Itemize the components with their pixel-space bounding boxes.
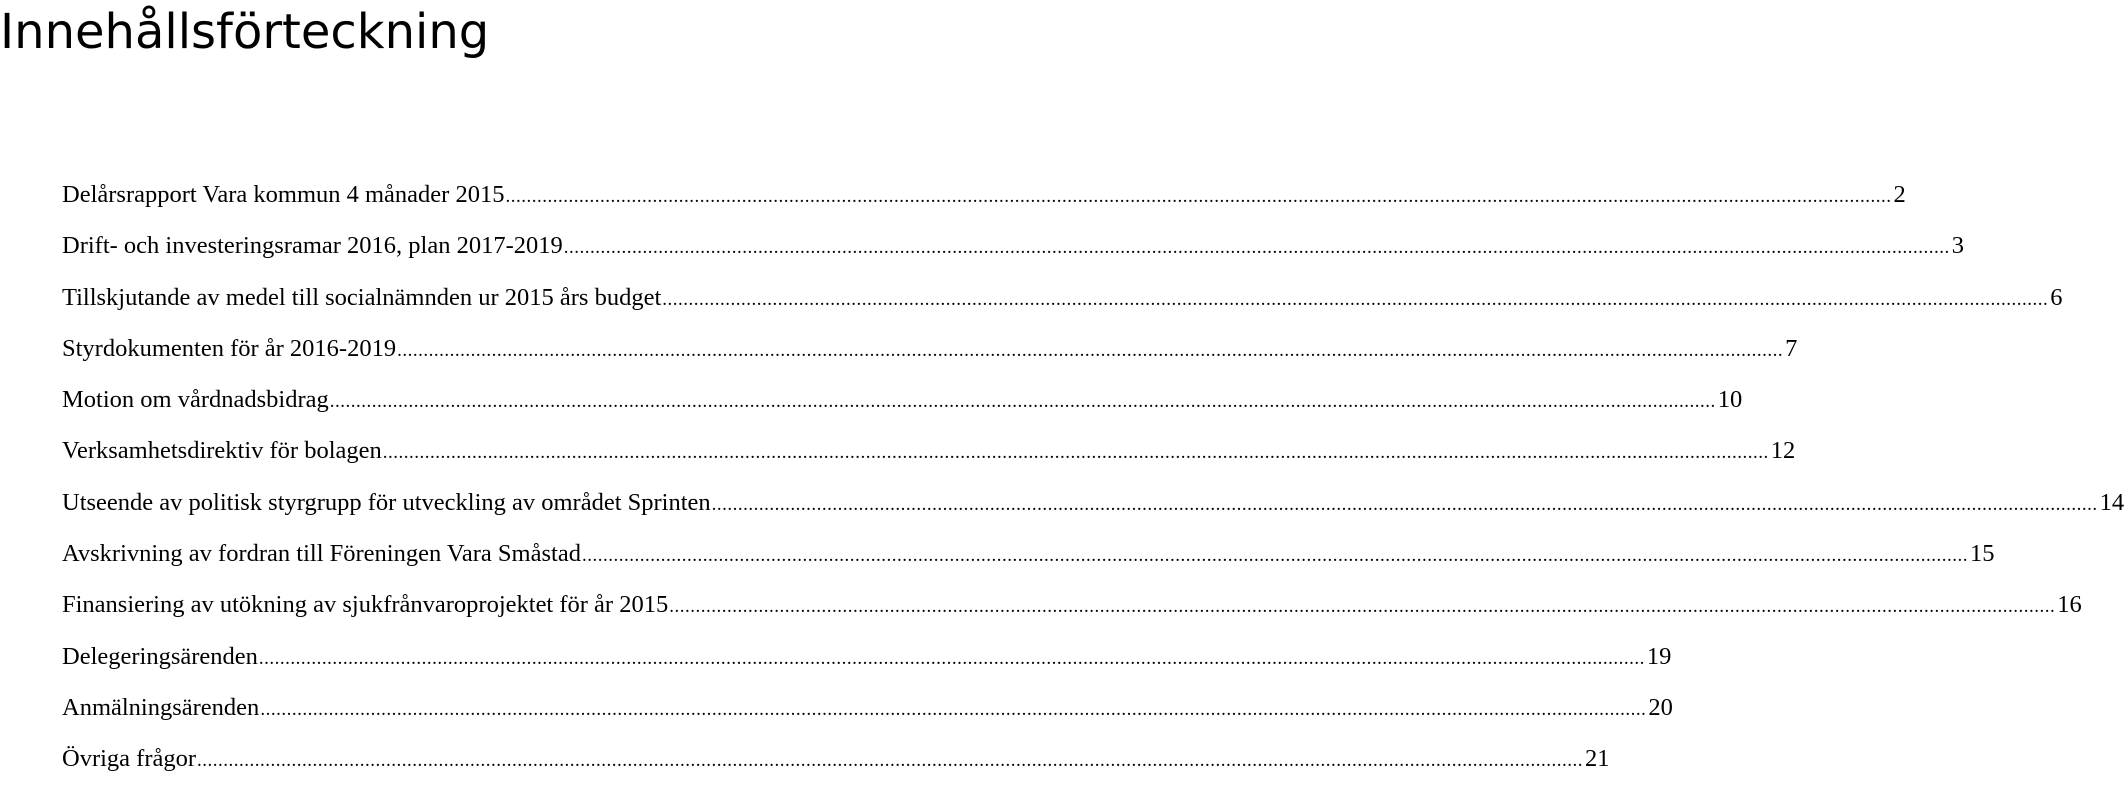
toc-entry-page: 12 (1770, 437, 1796, 465)
toc-entry-page: 19 (1646, 642, 1672, 670)
toc-entry-title: Drift- och investeringsramar 2016, plan 2017-2019 (62, 232, 563, 260)
toc-entry-title: Övriga frågor (62, 745, 197, 773)
toc-entry-title: Delårsrapport Vara kommun 4 månader 2015 (62, 181, 505, 208)
toc-entry-title: Avskrivning av fordran till Föreningen Vara Småstad (62, 540, 581, 568)
toc-entry-title: Utseende av politisk styrgrupp för utveckling av området Sprinten (62, 488, 711, 516)
toc-entry[interactable] (62, 327, 1798, 378)
toc-entry-title: Delegeringsärenden (62, 642, 258, 670)
toc-leader-dots: ........................................................................................................................................................................................................................................................................ (505, 186, 1892, 207)
toc-entry-title: Finansiering av utökning av sjukfrånvaroprojektet för år 2015 (62, 591, 669, 619)
toc-entry-title: Motion om vårdnadsbidrag (62, 386, 329, 414)
toc-entry-title: Styrdokumenten för år 2016-2019 (62, 334, 397, 362)
toc-entry[interactable] (62, 686, 1673, 737)
toc-leader-dots: ........................................................................................................................................................................................................................................................................ (382, 442, 1769, 464)
toc-entry-page: 3 (1951, 232, 1965, 260)
toc-entry-title: Verksamhetsdirektiv för bolagen (62, 437, 382, 465)
toc-entry-title: Anmälningsärenden (62, 693, 260, 721)
toc-entry[interactable] (62, 429, 1796, 480)
table-of-contents (62, 173, 2124, 789)
toc-entry-page: 7 (1785, 334, 1798, 362)
toc-leader-dots: ........................................................................................................................................................................................................................................................................ (329, 391, 1716, 413)
toc-entry-page: 2 (1893, 181, 1906, 208)
toc-entry[interactable] (62, 481, 2124, 532)
toc-entry-page: 10 (1717, 386, 1743, 414)
toc-leader-dots: ........................................................................................................................................................................................................................................................................ (258, 647, 1645, 669)
page-title: Innehållsförteckning (0, 4, 490, 60)
toc-entry[interactable] (62, 173, 1906, 224)
toc-entry-page: 14 (2099, 488, 2124, 516)
toc-entry[interactable] (62, 532, 1995, 583)
toc-entry-page: 20 (1648, 693, 1673, 721)
toc-leader-dots: ........................................................................................................................................................................................................................................................................ (197, 750, 1584, 772)
toc-entry[interactable] (62, 224, 1965, 275)
toc-entry-page: 6 (2050, 283, 2063, 311)
toc-entry[interactable] (62, 635, 1672, 686)
toc-leader-dots: ........................................................................................................................................................................................................................................................................ (711, 493, 2098, 515)
toc-entry-page: 21 (1585, 745, 1610, 773)
toc-entry-title: Tillskjutande av medel till socialnämnden ur 2015 års budget (62, 283, 662, 311)
toc-entry-page: 16 (2057, 591, 2082, 619)
toc-leader-dots: ........................................................................................................................................................................................................................................................................ (397, 339, 1784, 361)
toc-entry[interactable] (62, 583, 2082, 634)
toc-entry[interactable] (62, 378, 1743, 429)
toc-leader-dots: ........................................................................................................................................................................................................................................................................ (563, 237, 1950, 259)
toc-leader-dots: ........................................................................................................................................................................................................................................................................ (260, 698, 1647, 720)
toc-entry[interactable] (62, 737, 1610, 788)
toc-entry[interactable] (62, 276, 2063, 327)
toc-leader-dots: ........................................................................................................................................................................................................................................................................ (669, 596, 2056, 618)
toc-entry-page: 15 (1969, 540, 1995, 568)
toc-leader-dots: ........................................................................................................................................................................................................................................................................ (581, 545, 1968, 567)
toc-leader-dots: ........................................................................................................................................................................................................................................................................ (662, 288, 2049, 310)
